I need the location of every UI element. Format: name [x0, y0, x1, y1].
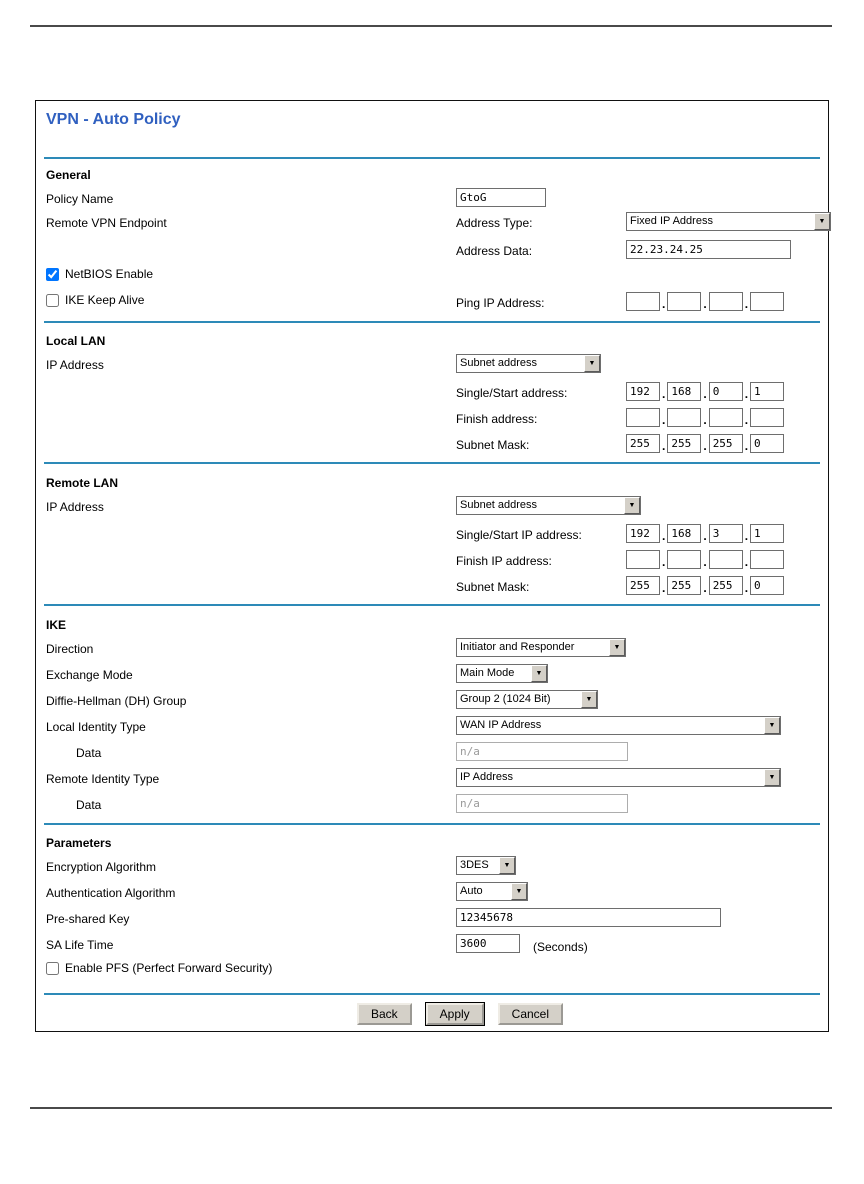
local-lan-subnet-mask-octets [626, 434, 784, 453]
chevron-down-icon: ▼ [581, 691, 597, 708]
section-heading-parameters: Parameters [46, 836, 112, 850]
chevron-down-icon: ▼ [814, 213, 830, 230]
remote-lan-finish-label: Finish IP address: [456, 554, 552, 568]
ip-octet-input[interactable] [750, 524, 784, 543]
section-heading-ike: IKE [46, 618, 67, 632]
enable-pfs-checkbox[interactable] [46, 962, 59, 975]
ip-octet-input[interactable] [626, 434, 660, 453]
document-top-rule [30, 25, 832, 27]
ike-keep-alive-label: IKE Keep Alive [65, 293, 145, 307]
local-lan-finish-octets [626, 408, 784, 427]
policy-name-input[interactable] [456, 188, 546, 207]
remote-lan-ip-type-value: Subnet address [460, 499, 538, 511]
encryption-value: 3DES [460, 859, 489, 871]
exchange-mode-select[interactable] [456, 664, 548, 683]
enable-pfs-label: Enable PFS (Perfect Forward Security) [65, 961, 273, 975]
sa-life-time-unit-label: (Seconds) [533, 940, 588, 954]
remote-identity-data-row [36, 793, 828, 817]
parameters-heading-row [36, 831, 828, 855]
dh-group-row [36, 689, 828, 713]
local-identity-data-input[interactable] [456, 742, 628, 761]
ping-ip-octets [626, 292, 784, 311]
octet-separator: . [703, 439, 707, 453]
octet-separator: . [662, 555, 666, 569]
ip-octet-input[interactable] [626, 292, 660, 311]
direction-value: Initiator and Responder [460, 641, 575, 653]
remote-lan-finish-octets [626, 550, 784, 569]
section-divider [44, 157, 820, 159]
ip-octet-input[interactable] [750, 434, 784, 453]
netbios-enable-field [46, 267, 153, 281]
remote-lan-finish-row [36, 549, 828, 573]
chevron-down-icon: ▼ [764, 717, 780, 734]
address-type-select[interactable] [626, 212, 831, 231]
remote-lan-ip-address-label: IP Address [46, 500, 104, 514]
remote-identity-type-row [36, 767, 828, 791]
netbios-row [36, 265, 828, 289]
local-lan-ip-row [36, 353, 828, 377]
remote-lan-ip-row [36, 495, 828, 519]
remote-lan-single-start-row [36, 523, 828, 547]
authentication-algorithm-label: Authentication Algorithm [46, 886, 176, 900]
encryption-algorithm-label: Encryption Algorithm [46, 860, 157, 874]
ip-octet-input[interactable] [626, 524, 660, 543]
octet-separator: . [744, 555, 749, 569]
section-heading-remote-lan: Remote LAN [46, 476, 119, 490]
ip-octet-input[interactable] [709, 408, 743, 427]
vpn-auto-policy-panel [35, 100, 829, 1032]
remote-lan-subnet-mask-label: Subnet Mask: [456, 580, 530, 594]
ip-octet-input[interactable] [709, 382, 743, 401]
chevron-down-icon: ▼ [499, 857, 515, 874]
octet-separator: . [744, 581, 749, 595]
local-lan-ip-type-value: Subnet address [460, 357, 538, 369]
netbios-enable-label: NetBIOS Enable [65, 267, 154, 281]
octet-separator: . [662, 387, 666, 401]
ping-ip-address-label: Ping IP Address: [456, 296, 545, 310]
remote-lan-heading-row [36, 471, 828, 495]
ip-octet-input[interactable] [750, 408, 784, 427]
octet-separator: . [703, 555, 707, 569]
ip-octet-input[interactable] [626, 382, 660, 401]
local-lan-finish-row [36, 407, 828, 431]
exchange-mode-row [36, 663, 828, 687]
octet-separator: . [744, 439, 749, 453]
document-bottom-rule [30, 1107, 832, 1109]
ip-octet-input[interactable] [750, 576, 784, 595]
octet-separator: . [703, 297, 707, 311]
chevron-down-icon: ▼ [764, 769, 780, 786]
authentication-value: Auto [460, 885, 483, 897]
ip-octet-input[interactable] [709, 434, 743, 453]
ip-octet-input[interactable] [667, 524, 701, 543]
encryption-select[interactable] [456, 856, 516, 875]
octet-separator: . [703, 529, 707, 543]
ip-octet-input[interactable] [667, 292, 701, 311]
preshared-key-label: Pre-shared Key [46, 912, 130, 926]
back-button[interactable]: Back [357, 1003, 412, 1025]
exchange-mode-label: Exchange Mode [46, 668, 133, 682]
chevron-down-icon: ▼ [609, 639, 625, 656]
local-lan-heading-row [36, 329, 828, 353]
sa-life-time-label: SA Life Time [46, 938, 114, 952]
section-divider [44, 321, 820, 323]
section-divider [44, 823, 820, 825]
dh-group-label: Diffie-Hellman (DH) Group [46, 694, 187, 708]
page-title: VPN - Auto Policy [46, 111, 181, 128]
octet-separator: . [662, 439, 666, 453]
cancel-button[interactable]: Cancel [498, 1003, 563, 1025]
address-data-row [36, 239, 828, 263]
address-data-input[interactable] [626, 240, 791, 259]
policy-name-label: Policy Name [46, 192, 114, 206]
direction-select[interactable] [456, 638, 626, 657]
remote-lan-single-start-octets [626, 524, 784, 543]
chevron-down-icon: ▼ [584, 355, 600, 372]
ip-octet-input[interactable] [667, 576, 701, 595]
exchange-mode-value: Main Mode [460, 667, 515, 679]
section-heading-local-lan: Local LAN [46, 334, 106, 348]
octet-separator: . [703, 387, 707, 401]
ip-octet-input[interactable] [750, 292, 784, 311]
dh-group-select[interactable] [456, 690, 598, 709]
local-lan-ip-type-select[interactable] [456, 354, 601, 373]
remote-lan-ip-type-select[interactable] [456, 496, 641, 515]
octet-separator: . [662, 529, 666, 543]
ip-octet-input[interactable] [709, 576, 743, 595]
direction-label: Direction [46, 642, 94, 656]
ip-octet-input[interactable] [626, 576, 660, 595]
ip-octet-input[interactable] [667, 434, 701, 453]
ike-keep-alive-row [36, 291, 828, 315]
sa-life-time-row [36, 933, 828, 957]
chevron-down-icon: ▼ [531, 665, 547, 682]
local-identity-type-label: Local Identity Type [46, 720, 146, 734]
remote-identity-type-select[interactable] [456, 768, 781, 787]
ike-keep-alive-checkbox[interactable] [46, 294, 59, 307]
section-divider [44, 993, 820, 995]
remote-vpn-endpoint-label: Remote VPN Endpoint [46, 216, 167, 230]
octet-separator: . [703, 413, 707, 427]
octet-separator: . [744, 297, 749, 311]
remote-identity-data-label: Data [76, 798, 102, 812]
ip-octet-input[interactable] [709, 550, 743, 569]
encryption-row [36, 855, 828, 879]
local-lan-single-start-label: Single/Start address: [456, 386, 568, 400]
ip-octet-input[interactable] [667, 408, 701, 427]
local-lan-subnet-mask-row [36, 433, 828, 457]
local-identity-type-row [36, 715, 828, 739]
local-lan-subnet-mask-label: Subnet Mask: [456, 438, 530, 452]
apply-button[interactable]: Apply [426, 1003, 484, 1025]
preshared-key-input[interactable] [456, 908, 721, 927]
octet-separator: . [662, 581, 666, 595]
sa-life-time-input[interactable] [456, 934, 520, 953]
remote-identity-data-input[interactable] [456, 794, 628, 813]
address-type-label: Address Type: [456, 216, 533, 230]
enable-pfs-field [46, 961, 272, 975]
address-data-label: Address Data: [456, 244, 533, 258]
ip-octet-input[interactable] [709, 524, 743, 543]
local-lan-finish-label: Finish address: [456, 412, 538, 426]
local-lan-ip-address-label: IP Address [46, 358, 104, 372]
direction-row [36, 637, 828, 661]
policy-name-row [36, 187, 828, 211]
octet-separator: . [703, 581, 707, 595]
ike-keep-alive-field [46, 293, 144, 307]
ip-octet-input[interactable] [626, 408, 660, 427]
chevron-down-icon: ▼ [624, 497, 640, 514]
local-identity-data-label: Data [76, 746, 102, 760]
authentication-row [36, 881, 828, 905]
remote-identity-type-value: IP Address [460, 771, 513, 783]
authentication-select[interactable] [456, 882, 528, 901]
section-divider [44, 462, 820, 464]
dh-group-value: Group 2 (1024 Bit) [460, 693, 551, 705]
general-heading-row [36, 163, 828, 187]
remote-lan-single-start-label: Single/Start IP address: [456, 528, 582, 542]
ip-octet-input[interactable] [667, 382, 701, 401]
local-lan-single-start-octets [626, 382, 784, 401]
pfs-row [36, 959, 828, 983]
octet-separator: . [662, 297, 666, 311]
ip-octet-input[interactable] [667, 550, 701, 569]
section-heading-general: General [46, 168, 91, 182]
remote-identity-type-label: Remote Identity Type [46, 772, 160, 786]
octet-separator: . [662, 413, 666, 427]
remote-lan-subnet-mask-row [36, 575, 828, 599]
action-buttons [36, 1003, 828, 1029]
octet-separator: . [744, 387, 749, 401]
netbios-enable-checkbox[interactable] [46, 268, 59, 281]
remote-lan-subnet-mask-octets [626, 576, 784, 595]
local-lan-single-start-row [36, 381, 828, 405]
ip-octet-input[interactable] [626, 550, 660, 569]
ip-octet-input[interactable] [750, 382, 784, 401]
ip-octet-input[interactable] [750, 550, 784, 569]
section-divider [44, 604, 820, 606]
local-identity-type-select[interactable] [456, 716, 781, 735]
octet-separator: . [744, 413, 749, 427]
octet-separator: . [744, 529, 749, 543]
ike-heading-row [36, 613, 828, 637]
local-identity-type-value: WAN IP Address [460, 719, 542, 731]
ip-octet-input[interactable] [709, 292, 743, 311]
local-identity-data-row [36, 741, 828, 765]
chevron-down-icon: ▼ [511, 883, 527, 900]
preshared-key-row [36, 907, 828, 931]
remote-vpn-endpoint-row [36, 211, 828, 235]
address-type-value: Fixed IP Address [630, 215, 713, 227]
